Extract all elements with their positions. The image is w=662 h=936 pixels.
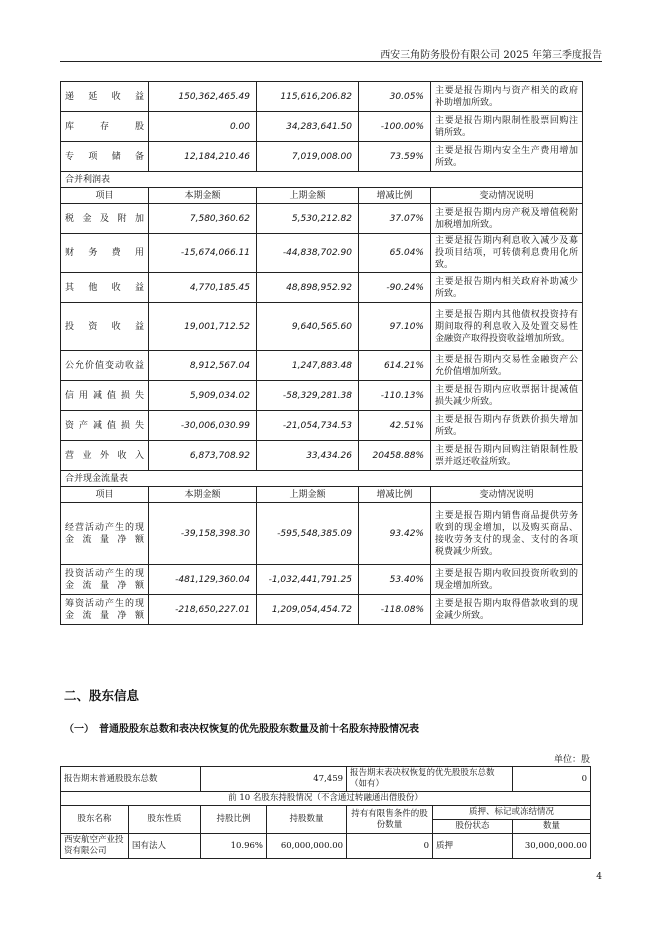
row-item: 其他收益 <box>61 273 149 303</box>
row-current: 150,362,465.49 <box>149 82 257 112</box>
pref-holders-value: 0 <box>513 767 591 792</box>
table-row <box>61 441 583 471</box>
row-item: 公允价值变动收益 <box>61 351 149 381</box>
row-item: 递延收益 <box>61 82 149 112</box>
row-desc: 主要是报告期内房产税及增值税附加税增加所致。 <box>431 204 583 234</box>
row-change: 30.05% <box>359 82 431 112</box>
header-item: 项目 <box>61 487 149 503</box>
header-title: 西安三角防务股份有限公司 2025 年第三季度报告 <box>380 50 602 61</box>
row-previous: 1,209,054,454.72 <box>257 595 359 625</box>
table-row <box>61 351 583 381</box>
row-desc: 主要是报告期内应收票据计提减值损失减少所致。 <box>431 381 583 411</box>
row-desc: 主要是报告期内取得借款收到的现金减少所致。 <box>431 595 583 625</box>
row-item: 筹资活动产生的现金流量净额 <box>61 595 149 625</box>
table-row <box>61 595 583 625</box>
holder-name: 西安航空产业投资有限公司 <box>61 834 129 859</box>
table-row <box>61 503 583 565</box>
col-nature: 股东性质 <box>129 806 201 834</box>
header-item: 项目 <box>61 188 149 204</box>
total-holders-value: 47,459 <box>201 767 347 792</box>
row-item: 投资收益 <box>61 303 149 351</box>
row-item: 税金及附加 <box>61 204 149 234</box>
row-change: 97.10% <box>359 303 431 351</box>
header-desc: 变动情况说明 <box>431 487 583 503</box>
pref-holders-label: 报告期末表决权恢复的优先股股东总数（如有） <box>347 767 513 792</box>
row-item: 财务费用 <box>61 234 149 273</box>
row-previous: -21,054,734.53 <box>257 411 359 441</box>
subsection-title: （一） 普通股股东总数和表决权恢复的优先股股东数量及前十名股东持股情况表 <box>64 724 419 735</box>
holder-amount: 30,000,000.00 <box>513 834 591 859</box>
row-change: 65.04% <box>359 234 431 273</box>
col-name: 股东名称 <box>61 806 129 834</box>
section-label: 合并利润表 <box>61 172 583 188</box>
row-desc: 主要是报告期内相关政府补助减少所致。 <box>431 273 583 303</box>
row-item: 投资活动产生的现金流量净额 <box>61 565 149 595</box>
col-qty: 持股数量 <box>267 806 347 834</box>
row-previous: 33,434.26 <box>257 441 359 471</box>
row-change: -118.08% <box>359 595 431 625</box>
row-item: 库存股 <box>61 112 149 142</box>
col-pledge: 质押、标记或冻结情况 <box>433 806 591 820</box>
header-desc: 变动情况说明 <box>431 188 583 204</box>
holder-nature: 国有法人 <box>129 834 201 859</box>
row-current: 19,001,712.52 <box>149 303 257 351</box>
row-desc: 主要是报告期内存货跌价损失增加所致。 <box>431 411 583 441</box>
row-previous: 48,898,952.92 <box>257 273 359 303</box>
row-previous: 7,019,008.00 <box>257 142 359 172</box>
row-item: 资产减值损失 <box>61 411 149 441</box>
row-change: 53.40% <box>359 565 431 595</box>
row-current: 7,580,360.62 <box>149 204 257 234</box>
table-row <box>61 273 583 303</box>
table-row <box>61 303 583 351</box>
header-current: 本期金额 <box>149 487 257 503</box>
row-item: 信用减值损失 <box>61 381 149 411</box>
row-previous: 115,616,206.82 <box>257 82 359 112</box>
row-current: 12,184,210.46 <box>149 142 257 172</box>
table-row <box>61 142 583 172</box>
row-desc: 主要是报告期内收回投资所收到的现金增加所致。 <box>431 565 583 595</box>
row-previous: -44,838,702.90 <box>257 234 359 273</box>
row-current: 5,909,034.02 <box>149 381 257 411</box>
row-change: 20458.88% <box>359 441 431 471</box>
row-change: 73.59% <box>359 142 431 172</box>
holder-status: 质押 <box>433 834 513 859</box>
header-change: 增减比例 <box>359 487 431 503</box>
header-previous: 上期金额 <box>257 487 359 503</box>
table-row <box>61 381 583 411</box>
row-current: 6,873,708.92 <box>149 441 257 471</box>
row-current: -15,674,066.11 <box>149 234 257 273</box>
table-row <box>61 112 583 142</box>
page-header <box>60 44 602 62</box>
row-change: 93.42% <box>359 503 431 565</box>
row-previous: 34,283,641.50 <box>257 112 359 142</box>
row-previous: -58,329,281.38 <box>257 381 359 411</box>
header-previous: 上期金额 <box>257 188 359 204</box>
holder-ratio: 10.96% <box>201 834 267 859</box>
row-change: 42.51% <box>359 411 431 441</box>
table-row <box>61 234 583 273</box>
row-desc: 主要是报告期内限制性股票回购注销所致。 <box>431 112 583 142</box>
section-label: 合并现金流量表 <box>61 471 583 487</box>
row-item: 经营活动产生的现金流量净额 <box>61 503 149 565</box>
holder-qty: 60,000,000.00 <box>267 834 347 859</box>
row-current: -218,650,227.01 <box>149 595 257 625</box>
row-current: 0.00 <box>149 112 257 142</box>
row-current: -30,006,030.99 <box>149 411 257 441</box>
row-previous: 9,640,565.60 <box>257 303 359 351</box>
row-desc: 主要是报告期内与资产相关的政府补助增加所致。 <box>431 82 583 112</box>
row-change: 37.07% <box>359 204 431 234</box>
row-change: 614.21% <box>359 351 431 381</box>
table-row <box>61 204 583 234</box>
row-item: 营业外收入 <box>61 441 149 471</box>
row-item: 专项储备 <box>61 142 149 172</box>
shareholders-table <box>60 766 591 859</box>
row-previous: -1,032,441,791.25 <box>257 565 359 595</box>
holder-restricted: 0 <box>347 834 433 859</box>
top10-title: 前 10 名股东持股情况（不含通过转融通出借股份） <box>61 792 591 806</box>
col-restricted: 持有有限售条件的股份数量 <box>347 806 433 834</box>
row-change: -100.00% <box>359 112 431 142</box>
table-row <box>61 411 583 441</box>
row-previous: -595,548,385.09 <box>257 503 359 565</box>
col-status: 股份状态 <box>433 820 513 834</box>
total-holders-label: 报告期末普通股股东总数 <box>61 767 201 792</box>
row-current: 4,770,185.45 <box>149 273 257 303</box>
table-row <box>61 82 583 112</box>
header-change: 增减比例 <box>359 188 431 204</box>
financial-changes-table <box>60 81 583 625</box>
row-desc: 主要是报告期内利息收入减少及募投项目结项，可转债利息费用化所致。 <box>431 234 583 273</box>
table-row <box>61 834 591 859</box>
row-desc: 主要是报告期内销售商品提供劳务收到的现金增加，以及购买商品、接收劳务支付的现金、支付的各项税费减少所致。 <box>431 503 583 565</box>
row-current: -481,129,360.04 <box>149 565 257 595</box>
row-desc: 主要是报告期内交易性金融资产公允价值增加所致。 <box>431 351 583 381</box>
row-desc: 主要是报告期内安全生产费用增加所致。 <box>431 142 583 172</box>
row-desc: 主要是报告期内回购注销限制性股票并返还收益所致。 <box>431 441 583 471</box>
col-ratio: 持股比例 <box>201 806 267 834</box>
row-current: -39,158,398.30 <box>149 503 257 565</box>
row-change: -110.13% <box>359 381 431 411</box>
col-amount: 数量 <box>513 820 591 834</box>
unit-label: 单位：股 <box>553 755 590 765</box>
row-previous: 5,530,212.82 <box>257 204 359 234</box>
header-current: 本期金额 <box>149 188 257 204</box>
row-change: -90.24% <box>359 273 431 303</box>
section-title-shareholders: 二、股东信息 <box>64 688 140 703</box>
row-current: 8,912,567.04 <box>149 351 257 381</box>
table-row <box>61 565 583 595</box>
row-previous: 1,247,883.48 <box>257 351 359 381</box>
page-number: 4 <box>596 872 602 882</box>
row-desc: 主要是报告期内其他债权投资持有期间取得的利息收入及处置交易性金融资产取得投资收益增加所致。 <box>431 303 583 351</box>
